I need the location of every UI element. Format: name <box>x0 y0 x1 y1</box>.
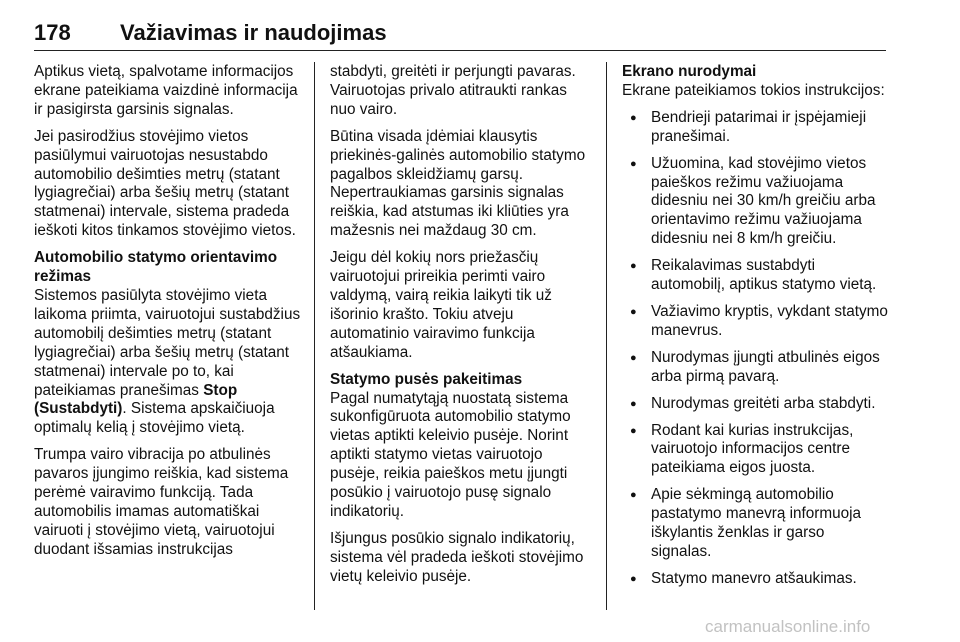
column-divider-2 <box>606 62 607 610</box>
list-item: ● Važiavimo kryptis, vykdant statymo manevrus. <box>622 303 888 341</box>
paragraph <box>34 287 304 438</box>
header-rule <box>34 50 886 51</box>
column-divider-1 <box>314 62 315 610</box>
paragraph: Jeigu dėl kokių nors priežasčių vairuotojui prireikia perimti vairo valdymą, vairą reikia laikyti tik už išorinio krašto. Tokiu atveju automatinio vairavimo funkcija atšaukiama. <box>330 249 552 361</box>
list-item: ● Nurodymas įjungti atbulinės eigos arba pirmą pavarą. <box>622 349 888 387</box>
list-item: ● Bendrieji patarimai ir įspėjamieji pranešimai. <box>622 109 888 147</box>
paragraph: Trumpa vairo vibracija po atbulinės pavaros įjungimo reiškia, kad sistema perėmė vairavimo funkciją. Tada automobilis imamas automatiškai vairuoti į stovėjimo vietą, vairuotojui duodant išsamias instrukcijas <box>34 446 289 558</box>
paragraph: Išjungus posūkio signalo indikatorių, sistema vėl pradeda ieškoti stovėjimo vietų keleivio pusėje. <box>330 529 584 585</box>
list-item: ● Statymo manevro atšaukimas. <box>622 570 888 589</box>
list-item: ● Rodant kai kurias instrukcijas, vairuotojo informacijos centre pateikiama eigos juosta. <box>622 422 888 479</box>
instruction-list <box>622 109 888 589</box>
chapter-title: Važiavimas ir naudojimas <box>120 20 387 45</box>
paragraph: Būtina visada įdėmiai klausytis priekinės-galinės automobilio statymo pagalbos skleidžiamų garsų. Nepertraukiamas garsinis signalas reiškia, kad atstumas iki kliūties yra mažesnis nei maždaug 30 cm. <box>330 127 586 240</box>
page-number: 178 <box>34 20 71 45</box>
message-name: Stop (Sustabdyti) <box>34 381 238 418</box>
section-heading: Ekrano nurodymai <box>622 63 757 80</box>
list-item: ● Reikalavimas sustabdyti automobilį, aptikus statymo vietą. <box>622 257 888 295</box>
paragraph: Pagal numatytąją nuostatą sistema sukonfigūruota automobilio statymo vietas aptikti keleivio pusėje. Norint aptikti statymo vietas vairuotojo pusėje, reikia paieškos metu įjungti posūkio į vairuotojo pusę signalo indikatorių. <box>330 389 571 520</box>
watermark: carmanualsonline.info <box>705 617 871 636</box>
list-item: ● Užuomina, kad stovėjimo vietos paieškos režimu važiuojama didesniu nei 30 km/h greičiu arba orientavimo režimu važiuojama didesniu nei 8 km/h greičiu. <box>622 155 888 250</box>
paragraph: Ekrane pateikiamos tokios instrukcijos: <box>622 81 885 99</box>
column-1 <box>34 63 304 568</box>
paragraph-text: . Sistema apskaičiuoja optimalų kelią į stovėjimo vietą. <box>34 400 275 437</box>
section-heading: Statymo pusės pakeitimas <box>330 370 523 388</box>
paragraph: stabdyti, greitėti ir perjungti pavaras. Vairuotojas privalo atitraukti rankas nuo vairo. <box>330 63 576 118</box>
list-item: ● Nurodymas greitėti arba stabdyti. <box>622 395 888 414</box>
paragraph: Aptikus vietą, spalvotame informacijos ekrane pateikiama vaizdinė informacija ir pasigirsta garsinis signalas. <box>34 63 298 118</box>
column-2 <box>330 63 596 595</box>
section-heading: Automobilio statymo orientavimo režimas <box>34 249 278 286</box>
paragraph-text: Sistemos pasiūlyta stovėjimo vieta laikoma priimta, vairuotojui sustabdžius automobilį dešimties metrų (statant lygiagrečiai) arba šešių metrų (statant statmenai) intervale po to, kai pateikiamas pranešimas <box>34 286 301 399</box>
paragraph: Jei pasirodžius stovėjimo vietos pasiūlymui vairuotojas nesustabdo automobilio dešimties metrų (statant lygiagrečiai) arba šešių metrų (statant statmenai) intervale, sistema pradeda ieškoti kitos tinkamos stovėjimo vietos. <box>34 127 296 240</box>
column-3 <box>622 63 888 597</box>
list-item: ● Apie sėkmingą automobilio pastatymo manevrą informuoja iškylantis ženklas ir garso signalas. <box>622 486 888 562</box>
